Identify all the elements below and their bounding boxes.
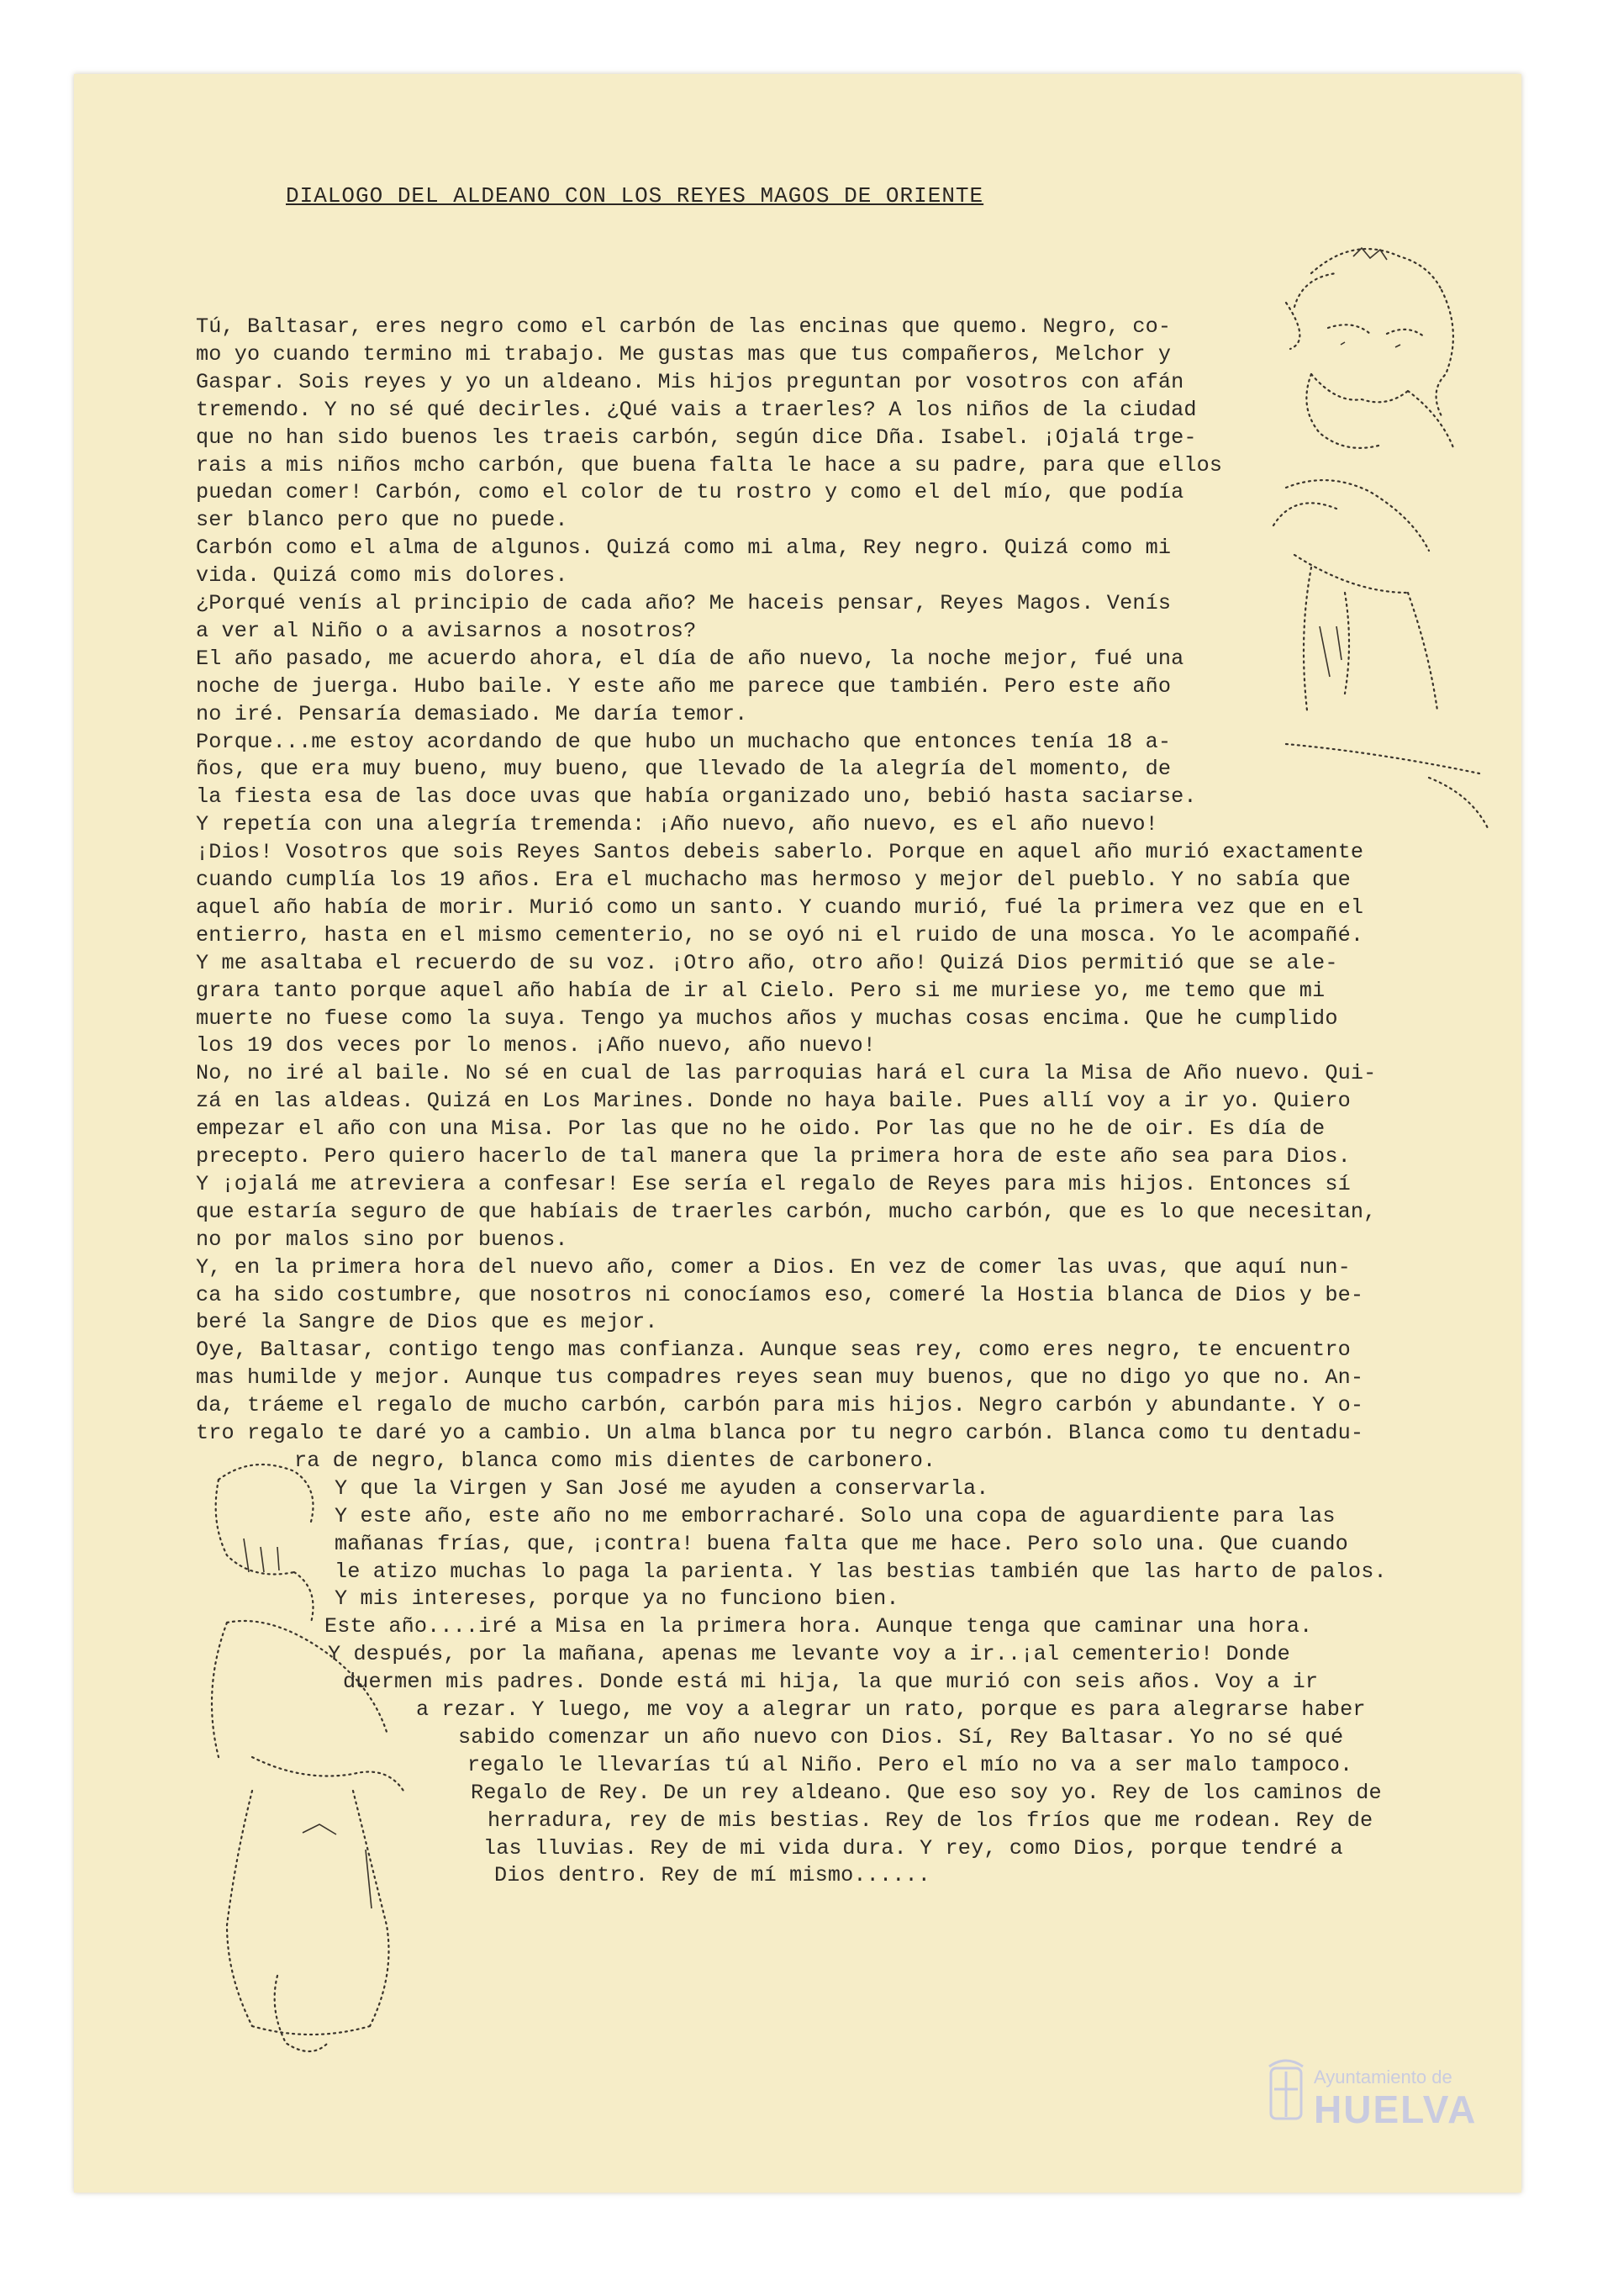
text-line: duermen mis padres. Donde está mi hija, la que murió con seis años. Voy a ir	[343, 1670, 1319, 1694]
baltasar-sketch-icon	[1261, 240, 1513, 845]
text-line: Gaspar. Sois reyes y yo un aldeano. Mis hijos preguntan por vosotros con afán	[196, 370, 1184, 394]
text-line: zá en las aldeas. Quizá en Los Marines. Donde no haya baile. Pues allí voy a ir yo. Quiero	[196, 1089, 1351, 1113]
watermark-line2: HUELVA	[1314, 2088, 1478, 2131]
text-line: Y, en la primera hora del nuevo año, comer a Dios. En vez de comer las uvas, que aquí nun-	[196, 1255, 1351, 1280]
text-line: vida. Quizá como mis dolores.	[196, 563, 568, 588]
text-line: los 19 dos veces por lo menos. ¡Año nuevo, año nuevo!	[196, 1033, 877, 1058]
text-line: le atizo muchas lo paga la parienta. Y las bestias también que las harto de palos.	[335, 1560, 1387, 1584]
text-line: ser blanco pero que no puede.	[196, 508, 568, 532]
text-line: Y después, por la mañana, apenas me levante voy a ir..¡al cementerio! Donde	[328, 1642, 1290, 1666]
text-line: que estaría seguro de que habíais de traerles carbón, mucho carbón, que es lo que necesitan,	[196, 1200, 1377, 1224]
text-line: Y que la Virgen y San José me ayuden a conservarla.	[335, 1476, 989, 1501]
text-line: rais a mis niños mcho carbón, que buena falta le hace a su padre, para que ellos	[196, 453, 1223, 478]
text-line: regalo le llevarías tú al Niño. Pero el mío no va a ser malo tampoco.	[467, 1753, 1353, 1777]
text-line: Este año....iré a Misa en la primera hora. Aunque tenga que caminar una hora.	[324, 1614, 1313, 1639]
text-line: Dios dentro. Rey de mí mismo......	[494, 1863, 931, 1887]
text-line: ¿Porqué venís al principio de cada año? Me haceis pensar, Reyes Magos. Venís	[196, 591, 1172, 615]
text-line: da, tráeme el regalo de mucho carbón, carbón para mis hijos. Negro carbón y abundante. Y o-	[196, 1393, 1364, 1417]
text-line: cuando cumplía los 19 años. Era el muchacho mas hermoso y mejor del pueblo. Y no sabía que	[196, 868, 1351, 892]
text-line: ¡Dios! Vosotros que sois Reyes Santos debeis saberlo. Porque en aquel año murió exactamente	[196, 840, 1364, 864]
text-line: Y mis intereses, porque ya no funciono bien.	[335, 1586, 899, 1611]
text-line: entierro, hasta en el mismo cementerio, no se oyó ni el ruido de una mosca. Yo le acompañé.	[196, 923, 1364, 947]
document-title: DIALOGO DEL ALDEANO CON LOS REYES MAGOS DE ORIENTE	[286, 183, 984, 208]
text-line: grara tanto porque aquel año había de ir al Cielo. Pero si me muriese yo, me temo que mi	[196, 979, 1326, 1003]
text-line: herradura, rey de mis bestias. Rey de los fríos que me rodean. Rey de	[488, 1808, 1373, 1833]
text-line: no por malos sino por buenos.	[196, 1227, 568, 1252]
text-line: las lluvias. Rey de mi vida dura. Y rey, como Dios, porque tendré a	[483, 1836, 1343, 1861]
text-line: que no han sido buenos les traeis carbón, según dice Dña. Isabel. ¡Ojalá trge-	[196, 425, 1197, 450]
text-line: tremendo. Y no sé qué decirles. ¿Qué vais a traerles? A los niños de la ciudad	[196, 398, 1197, 422]
text-line: El año pasado, me acuerdo ahora, el día de año nuevo, la noche mejor, fué una	[196, 647, 1184, 671]
text-line: ca ha sido costumbre, que nosotros ni conocíamos eso, comeré la Hostia blanca de Dios y be-	[196, 1283, 1364, 1307]
text-line: mañanas frías, que, ¡contra! buena falta que me hace. Pero solo una. Que cuando	[335, 1532, 1348, 1556]
text-line: Tú, Baltasar, eres negro como el carbón de las encinas que quemo. Negro, co-	[196, 314, 1172, 339]
text-line: puedan comer! Carbón, como el color de tu rostro y como el del mío, que podía	[196, 480, 1184, 504]
text-line: ños, que era muy bueno, muy bueno, que llevado de la alegría del momento, de	[196, 757, 1172, 781]
text-line: Porque...me estoy acordando de que hubo un muchacho que entonces tenía 18 a-	[196, 730, 1172, 754]
text-line: Oye, Baltasar, contigo tengo mas confianza. Aunque seas rey, como eres negro, te encuentro	[196, 1338, 1351, 1362]
text-line: muerte no fuese como la suya. Tengo ya muchos años y muchas cosas encima. Que he cumplido	[196, 1006, 1338, 1031]
text-line: precepto. Pero quiero hacerlo de tal manera que la primera hora de este año sea para Dios.	[196, 1144, 1351, 1169]
text-line: mas humilde y mejor. Aunque tus compadres reyes sean muy buenos, que no digo yo que no. An-	[196, 1365, 1364, 1390]
text-line: aquel año había de morir. Murió como un santo. Y cuando murió, fué la primera vez que en el	[196, 895, 1364, 920]
text-line: Y ¡ojalá me atreviera a confesar! Ese sería el regalo de Reyes para mis hijos. Entonces sí	[196, 1172, 1351, 1196]
text-line: tro regalo te daré yo a cambio. Un alma blanca por tu negro carbón. Blanca como tu dentadu-	[196, 1421, 1364, 1445]
text-line: Y este año, este año no me emborracharé. Solo una copa de aguardiente para las	[335, 1504, 1336, 1528]
text-line: a rezar. Y luego, me voy a alegrar un rato, porque es para alegrarse haber	[416, 1697, 1366, 1722]
text-line: ra de negro, blanca como mis dientes de carbonero.	[294, 1449, 936, 1473]
text-line: sabido comenzar un año nuevo con Dios. Sí, Rey Baltasar. Yo no sé qué	[458, 1725, 1344, 1750]
text-line: la fiesta esa de las doce uvas que había organizado uno, bebió hasta saciarse.	[196, 784, 1197, 809]
text-line: Y repetía con una alegría tremenda: ¡Año nuevo, año nuevo, es el año nuevo!	[196, 812, 1158, 837]
text-line: no iré. Pensaría demasiado. Me daría temor.	[196, 702, 748, 726]
watermark-line1: Ayuntamiento de	[1314, 2066, 1452, 2088]
text-line: beré la Sangre de Dios que es mejor.	[196, 1310, 658, 1334]
villager-sketch-icon	[202, 1454, 504, 2077]
text-line: mo yo cuando termino mi trabajo. Me gustas mas que tus compañeros, Melchor y	[196, 342, 1172, 367]
text-line: noche de juerga. Hubo baile. Y este año me parece que también. Pero este año	[196, 674, 1172, 699]
text-line: No, no iré al baile. No sé en cual de las parroquias hará el cura la Misa de Año nuevo. Qui-	[196, 1061, 1377, 1085]
text-line: Carbón como el alma de algunos. Quizá como mi alma, Rey negro. Quizá como mi	[196, 536, 1172, 560]
text-line: Regalo de Rey. De un rey aldeano. Que eso soy yo. Rey de los caminos de	[471, 1781, 1382, 1805]
text-line: empezar el año con una Misa. Por las que no he oido. Por las que no he de oir. Es día de	[196, 1116, 1326, 1141]
text-line: Y me asaltaba el recuerdo de su voz. ¡Otro año, otro año! Quizá Dios permitió que se ale-	[196, 951, 1338, 975]
text-line: a ver al Niño o a avisarnos a nosotros?	[196, 619, 697, 643]
